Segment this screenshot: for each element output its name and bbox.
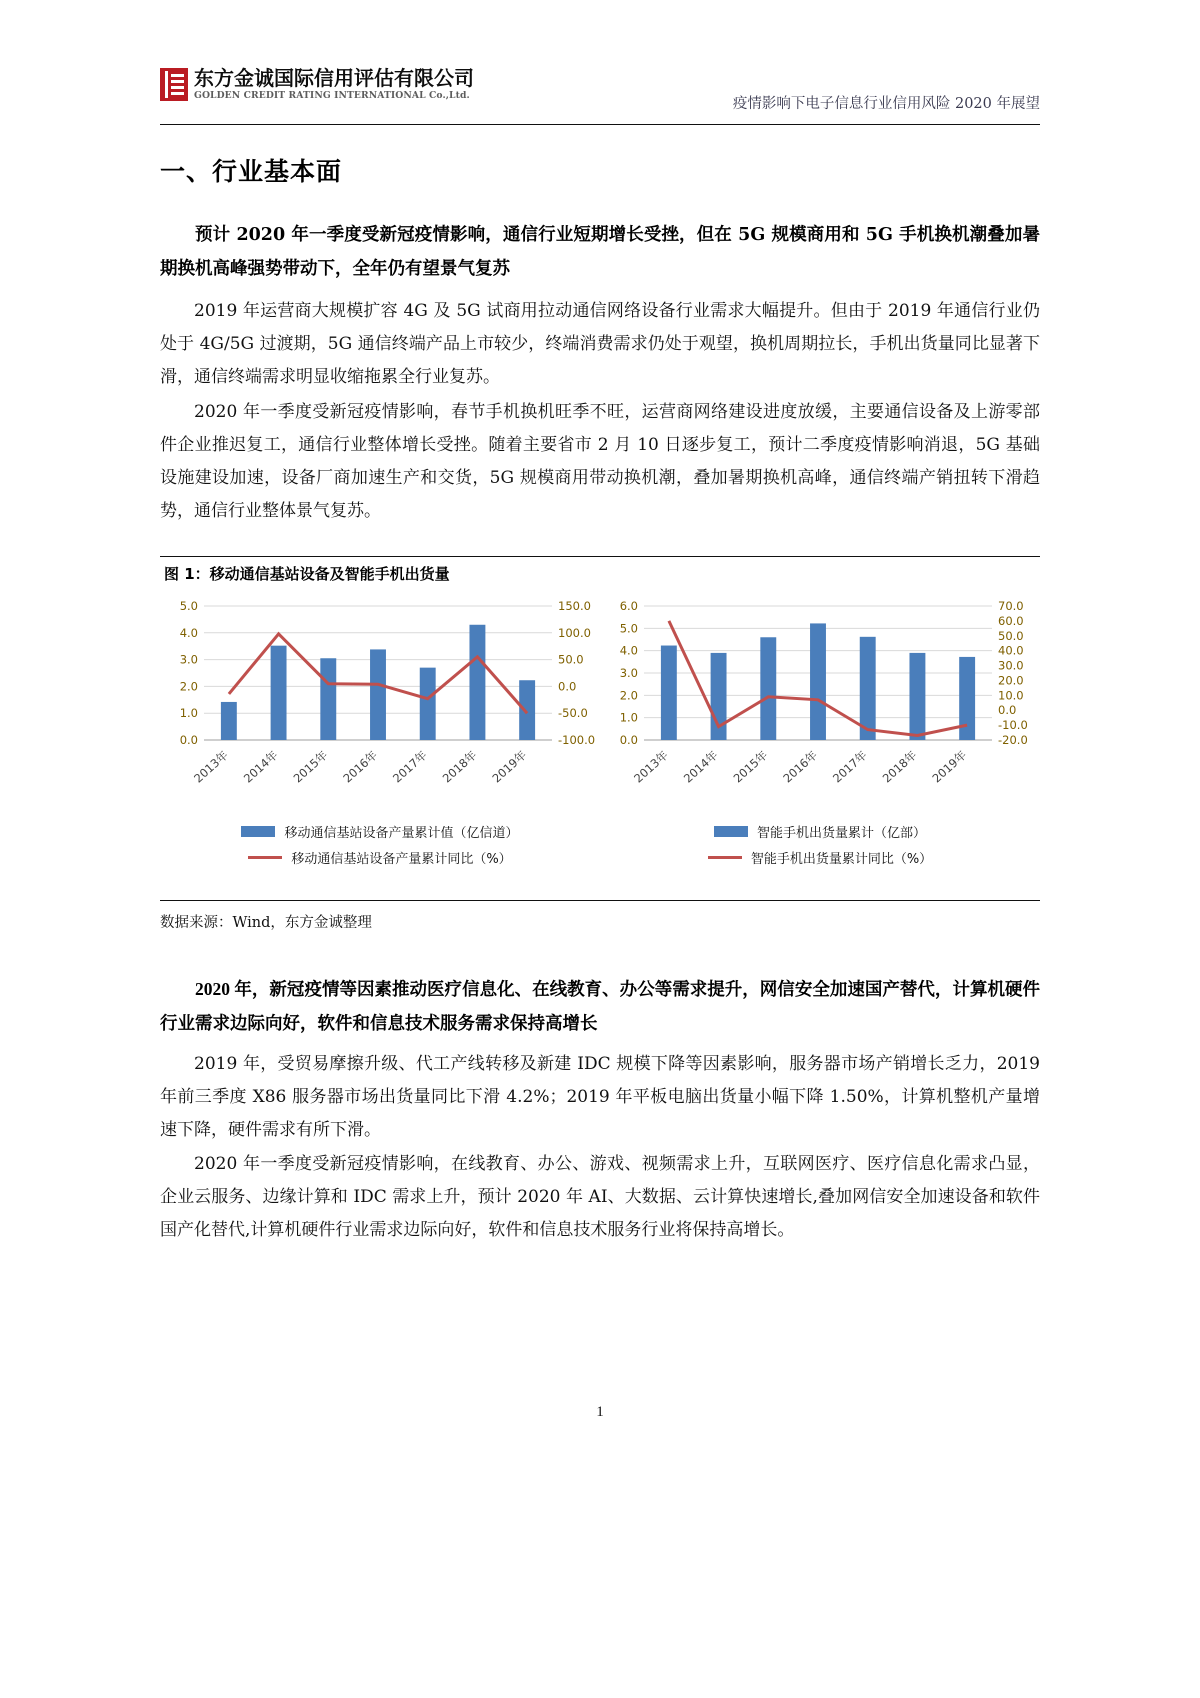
svg-text:2016年: 2016年 — [340, 747, 381, 786]
svg-text:2015年: 2015年 — [730, 747, 771, 786]
left-axis-ticks — [620, 599, 638, 747]
svg-text:30.0: 30.0 — [998, 658, 1024, 673]
svg-text:6.0: 6.0 — [619, 599, 638, 613]
svg-text:0.0: 0.0 — [179, 733, 198, 747]
svg-text:-20.0: -20.0 — [998, 733, 1028, 747]
svg-text:2014年: 2014年 — [240, 747, 281, 786]
legend-label-bar: 移动通信基站设备产量累计值（亿信道） — [284, 825, 519, 841]
legend-swatch-bar-icon — [714, 826, 748, 837]
legend-label-line: 智能手机出货量累计同比（%） — [750, 851, 933, 867]
body-paragraph-3: 2019 年，受贸易摩擦升级、代工产线转移及新建 IDC 规模下降等因素影响，服务器市场产销增长乏力，2019 年前三季度 X86 服务器市场出货量同比下滑 4.2%；2019 年平板电脑出货量小幅下降 1.50%，计算机整机产量增速下降，硬件需求有所下滑。 — [160, 1054, 1040, 1140]
logo-company-name-en: GOLDEN CREDIT RATING INTERNATIONAL Co.,Ltd. — [194, 90, 470, 101]
chart-base-station-legend — [160, 818, 600, 870]
bar-series — [661, 623, 975, 740]
svg-text:5.0: 5.0 — [619, 621, 638, 636]
svg-text:2019年: 2019年 — [929, 747, 970, 786]
svg-text:2013年: 2013年 — [191, 747, 231, 786]
svg-text:50.0: 50.0 — [998, 628, 1024, 643]
category-labels — [191, 747, 529, 785]
svg-text:2018年: 2018年 — [439, 747, 480, 786]
legend-swatch-line-icon — [248, 856, 282, 859]
svg-text:2016年: 2016年 — [780, 747, 821, 786]
legend-item — [600, 818, 1040, 844]
svg-text:3.0: 3.0 — [619, 666, 638, 680]
left-axis-ticks — [180, 599, 198, 747]
logo-company-name-cn: 东方金诚国际信用评估有限公司 — [194, 66, 474, 90]
svg-text:-50.0: -50.0 — [558, 706, 588, 721]
svg-text:2017年: 2017年 — [390, 747, 430, 786]
company-logo — [160, 68, 474, 101]
section-lead-paragraph: 预计 2020 年一季度受新冠疫情影响，通信行业短期增长受挫，但在 5G 规模商用和 5G 手机换机潮叠加暑期换机高峰强势带动下，全年仍有望景气复苏 — [160, 225, 1040, 279]
svg-text:2015年: 2015年 — [290, 747, 331, 786]
svg-text:4.0: 4.0 — [619, 643, 638, 658]
figure-source: 数据来源：Wind，东方金诚整理 — [160, 915, 372, 931]
svg-text:40.0: 40.0 — [998, 643, 1024, 658]
charts-container — [160, 586, 1040, 896]
header-report-title: 疫情影响下电子信息行业信用风险 2020 年展望 — [732, 96, 1040, 112]
chart-smartphone — [600, 586, 1040, 896]
svg-text:2017年: 2017年 — [830, 747, 870, 786]
body-paragraph-4: 2020 年一季度受新冠疫情影响，在线教育、办公、游戏、视频需求上升，互联网医疗、医疗信息化需求凸显，企业云服务、边缘计算和 IDC 需求上升，预计 2020 年 AI、大数据、云计算快速增长,叠加网信安全加速设备和软件国产化替代,计算机硬件行业需求边际向好，软件和信息技术服务行业将保持高增长。 — [160, 1154, 1040, 1240]
legend-swatch-line-icon — [708, 856, 742, 859]
svg-text:2.0: 2.0 — [619, 688, 638, 703]
svg-text:-10.0: -10.0 — [998, 718, 1028, 733]
chart-base-station-svg — [160, 592, 600, 792]
svg-text:0.0: 0.0 — [998, 703, 1017, 718]
svg-text:20.0: 20.0 — [998, 673, 1024, 688]
bar-series — [221, 625, 535, 740]
right-axis-ticks — [558, 599, 595, 747]
header-divider — [160, 124, 1040, 125]
svg-text:50.0: 50.0 — [558, 652, 584, 667]
svg-text:0.0: 0.0 — [558, 679, 577, 694]
legend-item — [160, 844, 600, 870]
legend-label-bar: 智能手机出货量累计（亿部） — [756, 825, 926, 841]
svg-text:3.0: 3.0 — [179, 652, 198, 667]
svg-text:70.0: 70.0 — [998, 599, 1024, 613]
legend-swatch-bar-icon — [241, 826, 275, 837]
section-heading: 一、行业基本面 — [160, 157, 343, 186]
svg-text:1.0: 1.0 — [179, 706, 198, 721]
legend-label-line: 移动通信基站设备产量累计同比（%） — [291, 851, 512, 867]
page-header — [160, 62, 1040, 124]
category-labels — [631, 747, 969, 785]
svg-text:10.0: 10.0 — [998, 688, 1024, 703]
svg-text:2013年: 2013年 — [631, 747, 671, 786]
legend-item — [160, 818, 600, 844]
chart-smartphone-svg — [600, 592, 1040, 792]
svg-text:60.0: 60.0 — [998, 613, 1024, 628]
figure-caption: 图 1：移动通信基站设备及智能手机出货量 — [164, 565, 450, 583]
figure-block — [160, 556, 1040, 932]
chart-smartphone-legend — [600, 818, 1040, 870]
svg-text:100.0: 100.0 — [558, 625, 591, 640]
svg-text:0.0: 0.0 — [619, 733, 638, 747]
svg-text:2.0: 2.0 — [179, 679, 198, 694]
body-paragraph-1: 2019 年运营商大规模扩容 4G 及 5G 试商用拉动通信网络设备行业需求大幅提升。但由于 2019 年通信行业仍处于 4G/5G 过渡期，5G 通信终端产品上市较少，终端消费需求仍处于观望，换机周期拉长，手机出货量同比显著下滑，通信终端需求明显收缩拖累全行业复苏。 — [160, 301, 1040, 387]
svg-text:2014年: 2014年 — [680, 747, 721, 786]
body-paragraph-2: 2020 年一季度受新冠疫情影响，春节手机换机旺季不旺，运营商网络建设进度放缓，主要通信设备及上游零部件企业推迟复工，通信行业整体增长受挫。随着主要省市 2 月 10 日逐步复工，预计二季度疫情影响消退，5G 基础设施建设加速，设备厂商加速生产和交货，5G 规模商用带动换机潮，叠加暑期换机高峰，通信终端产销扭转下滑趋势，通信行业整体景气复苏。 — [160, 402, 1040, 521]
svg-text:-100.0: -100.0 — [558, 733, 596, 747]
logo-mark-icon — [160, 68, 188, 101]
svg-text:5.0: 5.0 — [179, 599, 198, 613]
section-lead-paragraph-2: 2020 年，新冠疫情等因素推动医疗信息化、在线教育、办公等需求提升，网信安全加速国产替代，计算机硬件行业需求边际向好，软件和信息技术服务需求保持高增长 — [160, 979, 1040, 1033]
right-axis-ticks — [998, 599, 1028, 747]
svg-text:2019年: 2019年 — [489, 747, 530, 786]
page-number: 1 — [596, 1404, 604, 1420]
svg-text:4.0: 4.0 — [179, 625, 198, 640]
svg-text:1.0: 1.0 — [619, 710, 638, 725]
svg-text:2018年: 2018年 — [879, 747, 920, 786]
legend-item — [600, 844, 1040, 870]
chart-base-station — [160, 586, 600, 896]
svg-text:150.0: 150.0 — [558, 599, 591, 613]
